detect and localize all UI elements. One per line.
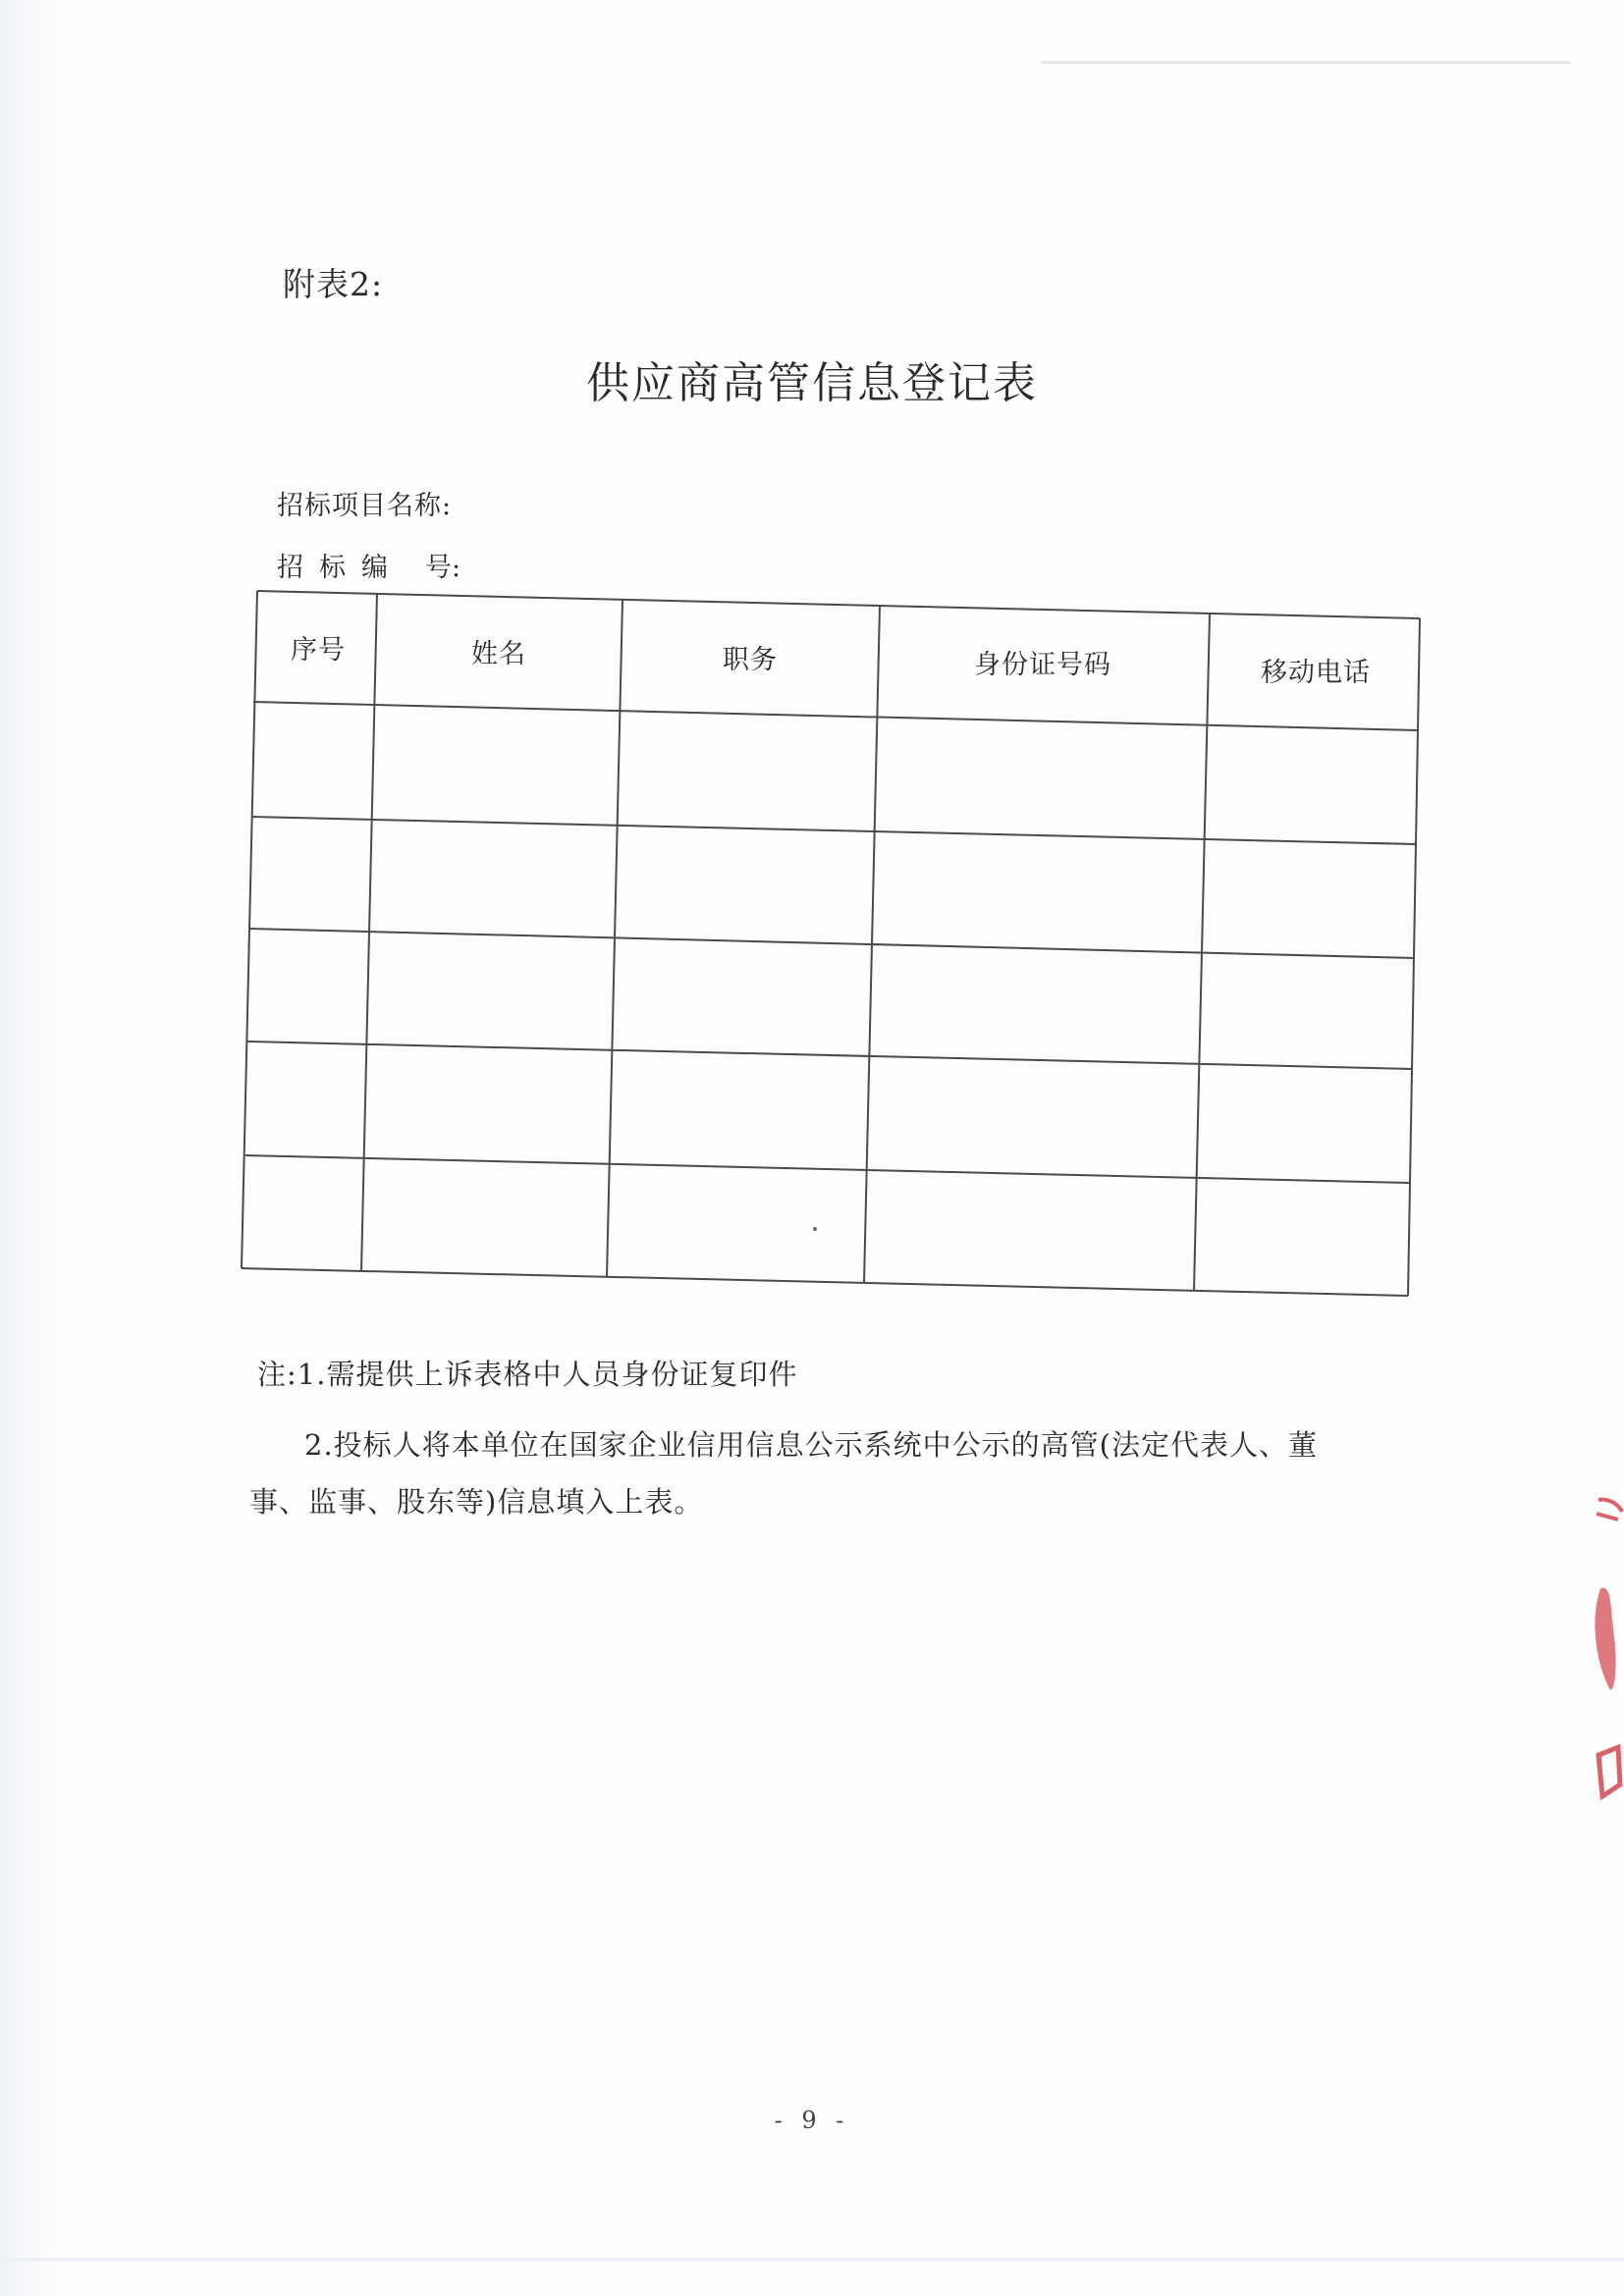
bid-number-label-char: 标 [319, 553, 346, 583]
note-2: 2.投标人将本单位在国家企业信用信息公示系统中公示的高管(法定代表人、董 [304, 1428, 1318, 1462]
table-row-divider [247, 1041, 1412, 1069]
scan-bottom-edge [0, 2258, 1624, 2262]
bid-number-label-char: 编 [361, 553, 388, 583]
project-name-field [277, 484, 452, 522]
scan-top-edge [1041, 61, 1571, 64]
column-header-serial: 序号 [291, 635, 346, 666]
seal-edge-mark [1597, 1500, 1622, 1520]
table-border-left [242, 591, 257, 1268]
table-row-divider [245, 1155, 1410, 1183]
bid-number-label-char: 招 [277, 553, 303, 583]
table-border-top [257, 591, 1420, 618]
page-number: - 9 - [774, 2107, 850, 2134]
table-col-divider [1194, 614, 1210, 1291]
bid-number-field [277, 546, 460, 584]
scan-left-edge [0, 0, 59, 2296]
bid-number-label-char: 号: [425, 553, 461, 583]
table-row-divider [249, 929, 1414, 958]
red-seal-fragment [1579, 1490, 1624, 1814]
table-col-divider [361, 594, 377, 1271]
scan-speck [813, 1227, 817, 1231]
note-2-continued: 事、监事、股东等)信息填入上表。 [249, 1485, 704, 1519]
column-header-name: 姓名 [471, 639, 526, 669]
seal-edge-mark [1595, 1588, 1615, 1690]
attachment-label: 附表2: [283, 265, 384, 303]
table-border-bottom [242, 1268, 1408, 1296]
table-col-divider [607, 600, 623, 1277]
column-header-position: 职务 [723, 645, 778, 675]
column-header-mobile: 移动电话 [1261, 658, 1371, 688]
table-row-divider [253, 702, 1418, 730]
project-name-label: 招标项目名称: [277, 491, 453, 521]
table-col-divider [864, 606, 880, 1283]
note-1: 注:1.需提供上诉表格中人员身份证复印件 [257, 1358, 798, 1391]
table-row-divider [251, 817, 1416, 844]
table-border-right [1408, 618, 1420, 1296]
column-header-id-number: 身份证号码 [974, 650, 1111, 680]
seal-edge-mark [1598, 1747, 1620, 1796]
form-title: 供应商高管信息登记表 [586, 358, 1038, 408]
